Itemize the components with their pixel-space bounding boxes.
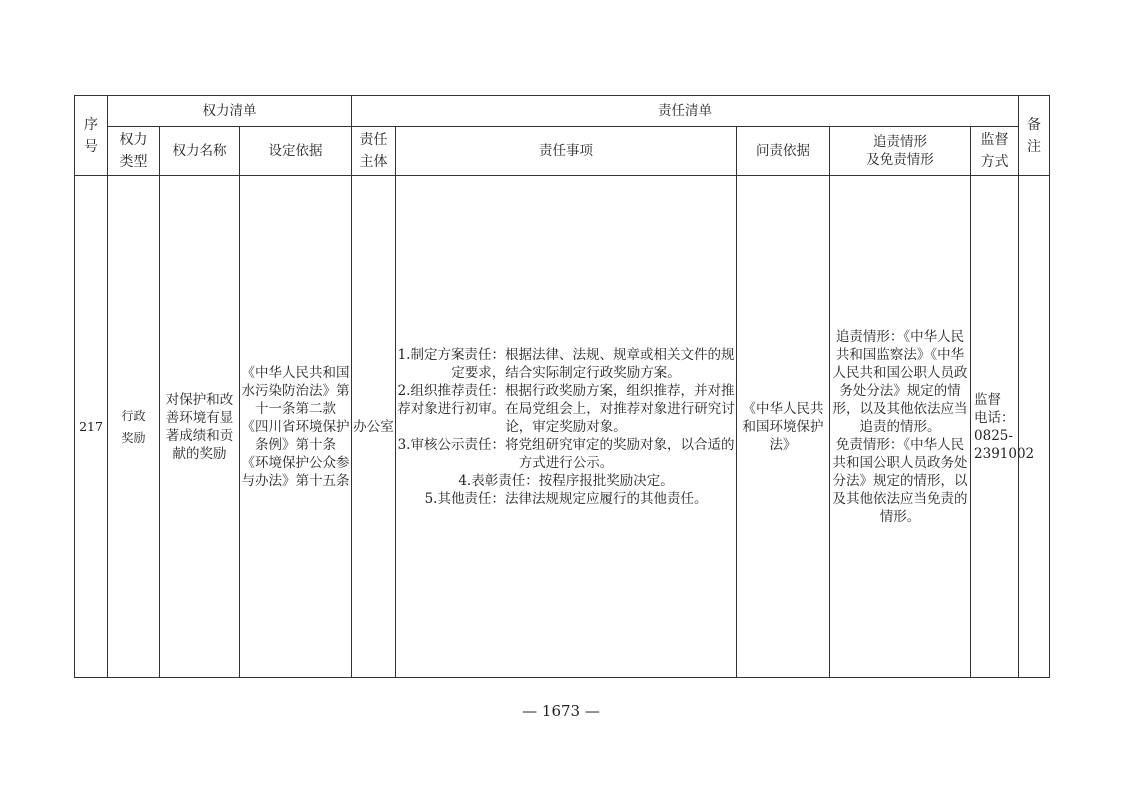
header-remarks: 备注 <box>1019 96 1050 176</box>
cell-matters: 1.制定方案责任：根据法律、法规、规章或相关文件的规定要求，结合实际制定行政奖励方案。 2.组织推荐责任：根据行政奖励方案，组织推荐，并对推荐对象进行初审。在局党组会上，对推荐对象进行研究讨论，审定奖励对象。 3.审核公示责任：将党组研究审定的奖励对象，以合适的方式进行公示。 4.表彰责任：按程序报批奖励决定。 5.其他责任：法律法规规定应履行的其他责任。 <box>396 176 737 678</box>
header-matters: 责任事项 <box>396 127 737 176</box>
header-power-list: 权力清单 <box>108 96 352 127</box>
cell-subject: 办公室 <box>352 176 396 678</box>
header-responsibility-list: 责任清单 <box>352 96 1019 127</box>
cell-seq: 217 <box>75 176 108 678</box>
header-accountability-basis: 问责依据 <box>737 127 830 176</box>
cell-remarks <box>1019 176 1050 678</box>
header-circumstances: 追责情形 及免责情形 <box>830 127 971 176</box>
page-number: — 1673 — <box>522 702 600 720</box>
header-supervision: 监督方式 <box>971 127 1019 176</box>
cell-accountability-basis: 《中华人民共和国环境保护法》 <box>737 176 830 678</box>
header-basis: 设定依据 <box>240 127 352 176</box>
header-power-type: 权力类型 <box>108 127 160 176</box>
cell-power-type: 行政奖励 <box>108 176 160 678</box>
header-seq: 序号 <box>75 96 108 176</box>
cell-power-name: 对保护和改善环境有显著成绩和贡献的奖励 <box>160 176 240 678</box>
cell-supervision: 监督 电话： 0825- 2391002 <box>971 176 1019 678</box>
header-subject: 责任主体 <box>352 127 396 176</box>
cell-basis: 《中华人民共和国水污染防治法》第十一条第二款 《四川省环境保护条例》第十条 《环境保护公众参与办法》第十五条 <box>240 176 352 678</box>
responsibility-table <box>74 95 1050 678</box>
header-power-name: 权力名称 <box>160 127 240 176</box>
cell-circumstances: 追责情形：《中华人民共和国监察法》《中华人民共和国公职人员政务处分法》规定的情形，以及其他依法应当追责的情形。 免责情形：《中华人民共和国公职人员政务处分法》规定的情形，以及其他依法应当免责的情形。 <box>830 176 971 678</box>
